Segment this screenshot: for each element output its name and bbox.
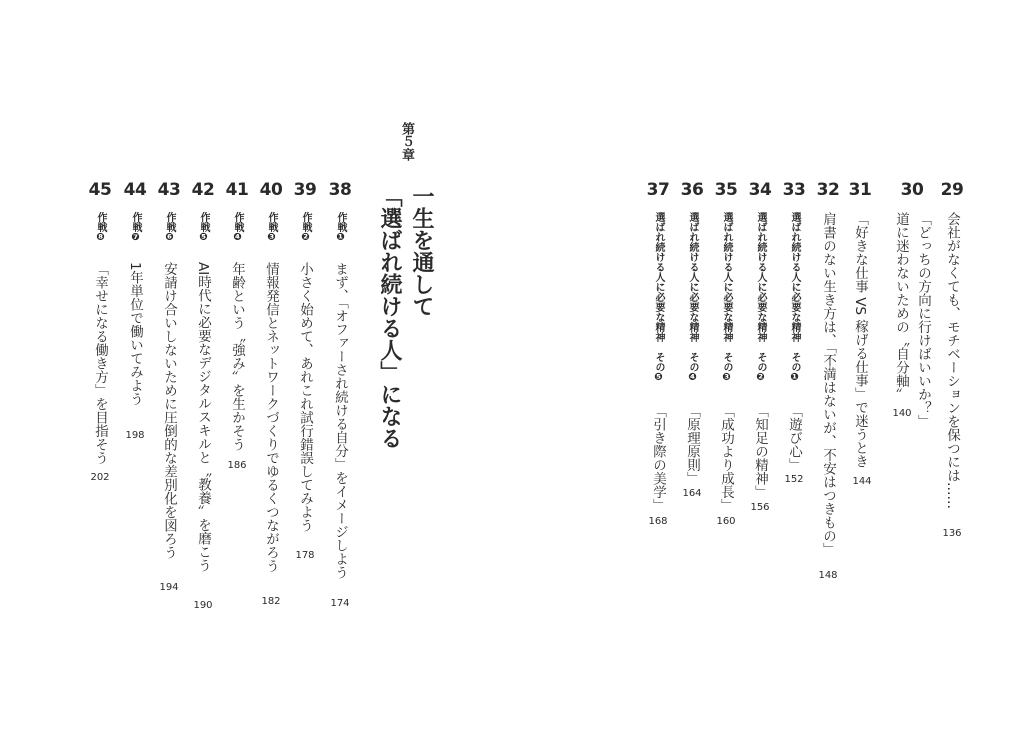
entry-number: 37 (646, 180, 670, 200)
entry-label: 選ばれ続ける人に必要な精神 その❶ (789, 212, 800, 383)
entry-title-line: 会社がなくても、モチベーションを保つには…… (944, 212, 960, 509)
entry-number: 40 (259, 180, 283, 200)
entry-page-number: 182 (261, 596, 281, 607)
entry-label: 選ばれ続ける人に必要な精神 その❷ (755, 212, 766, 383)
entry-page-number: 190 (193, 600, 213, 611)
entry-page-number: 174 (330, 598, 350, 609)
entry-title-line: 安請け合いしないために圧倒的な差別化を図ろう (161, 262, 177, 559)
entry-page-number: 202 (90, 472, 110, 483)
entry-number: 44 (123, 180, 147, 200)
entry-title-line: 1年単位で働いてみよう (127, 262, 143, 406)
entry-page-number: 178 (295, 550, 315, 561)
entry-number: 33 (782, 180, 806, 200)
entry-number: 36 (680, 180, 704, 200)
entry-number: 42 (191, 180, 215, 200)
entry-title-line: 「知足の精神」 (752, 404, 768, 499)
entry-label: 作戦❸ (266, 212, 277, 243)
entry-number: 43 (157, 180, 181, 200)
entry-page-number: 136 (942, 528, 962, 539)
entry-title-line: AI時代に必要なデジタルスキルと〝教養〟を磨こう (195, 262, 211, 573)
entry-number: 32 (816, 180, 840, 200)
entry-label: 作戦❶ (335, 212, 346, 243)
entry-title-line: 「引き際の美学」 (650, 404, 666, 512)
entry-number: 31 (848, 180, 872, 200)
chapter-title-line: 一生を通して (409, 185, 434, 317)
entry-page-number: 160 (716, 516, 736, 527)
entry-title-line: 「成功より成長」 (718, 404, 734, 512)
entry-page-number: 194 (159, 582, 179, 593)
entry-title-line: 「原理原則」 (684, 404, 700, 485)
entry-page-number: 148 (818, 570, 838, 581)
entry-title-line: 道に迷わないための〝自分軸〟 (893, 212, 909, 401)
entry-page-number: 186 (227, 460, 247, 471)
entry-number: 39 (293, 180, 317, 200)
entry-label: 作戦❻ (164, 212, 175, 243)
entry-page-number: 156 (750, 502, 770, 513)
entry-page-number: 140 (892, 408, 912, 419)
entry-title-line: 小さく始めて、あれこれ試行錯誤してみよう (297, 262, 313, 532)
entry-number: 41 (225, 180, 249, 200)
entry-page-number: 168 (648, 516, 668, 527)
entry-title-line: 「好きな仕事 VS 稼げる仕事」で迷うとき (852, 212, 868, 468)
entry-number: 35 (714, 180, 738, 200)
entry-title-line: 情報発信とネットワークづくりでゆるくつながろう (263, 262, 279, 573)
entry-title-line: 「どっちの方向に行けばいいか？」 (915, 212, 931, 428)
entry-title-line: まず、「オファーされ続ける自分」をイメージしよう (332, 262, 348, 580)
entry-label: 作戦❼ (130, 212, 141, 243)
entry-number: 30 (900, 180, 924, 200)
entry-page-number: 152 (784, 474, 804, 485)
entry-page-number: 144 (852, 476, 872, 487)
entry-label: 選ばれ続ける人に必要な精神 その❹ (687, 212, 698, 383)
entry-page-number: 198 (125, 430, 145, 441)
entry-title-line: 年齢という〝強み〟を生かそう (229, 262, 245, 451)
entry-number: 34 (748, 180, 772, 200)
entry-title-line: 肩書のない生き方は、「不満はないが、不安はつきもの」 (820, 212, 836, 557)
entry-label: 作戦❽ (95, 212, 106, 243)
entry-label: 選ばれ続ける人に必要な精神 その❺ (653, 212, 664, 383)
entry-label: 作戦❺ (198, 212, 209, 243)
entry-label: 作戦❷ (300, 212, 311, 243)
entry-number: 29 (940, 180, 964, 200)
entry-title-line: 「幸せになる働き方」を目指そう (92, 262, 108, 465)
entry-number: 38 (328, 180, 352, 200)
entry-title-line: 「遊び心」 (786, 404, 802, 472)
entry-page-number: 164 (682, 488, 702, 499)
chapter-label: 第５章 (399, 122, 414, 161)
entry-label: 作戦❹ (232, 212, 243, 243)
entry-label: 選ばれ続ける人に必要な精神 その❸ (721, 212, 732, 383)
entry-number: 45 (88, 180, 112, 200)
chapter-title-line: 「選ばれ続ける人」になる (377, 185, 402, 449)
